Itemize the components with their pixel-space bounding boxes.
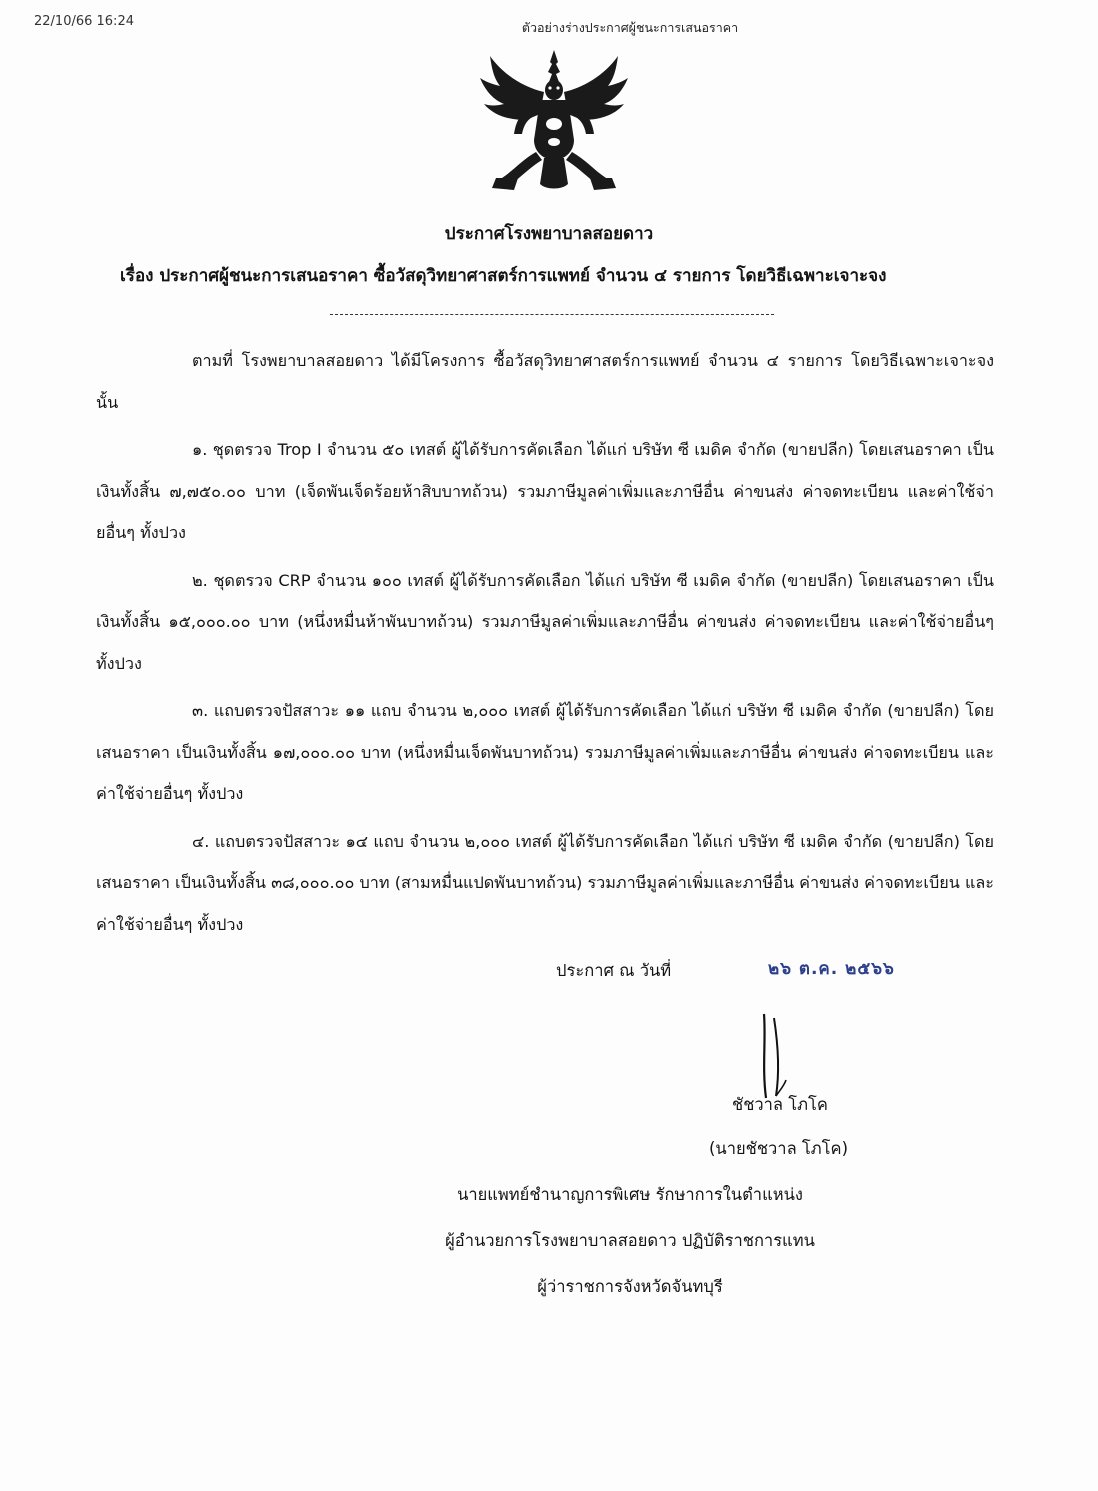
signatory-position: ผู้อำนวยการโรงพยาบาลสอยดาว ปฏิบัติราชการแทน: [445, 1231, 815, 1250]
signatory-position: ผู้ว่าราชการจังหวัดจันทบุรี: [537, 1277, 723, 1296]
handwritten-date: ๒๖ ต.ค. ๒๕๖๖: [768, 959, 895, 979]
item-paragraph: ๓. แถบตรวจปัสสาวะ ๑๑ แถบ จำนวน ๒,๐๐๐ เทสต์ ผู้ได้รับการคัดเลือก ได้แก่ บริษัท ซี เมดิค จำกัด (ขายปลีก) โดยเสนอราคา เป็นเงินทั้งสิ้น ๑๗,๐๐๐.๐๐ บาท (หนึ่งหมื่นเจ็ดพันบาทถ้วน) รวมภาษีมูลค่าเพิ่มและภาษีอื่น ค่าขนส่ง ค่าจดทะเบียน และค่าใช้จ่ายอื่นๆ ทั้งปวง: [96, 701, 994, 803]
signed-name: ชัชวาล โภโค: [732, 1095, 828, 1114]
draft-label: ตัวอย่างร่างประกาศผู้ชนะการเสนอราคา: [521, 20, 739, 35]
signatory-position: นายแพทย์ชำนาญการพิเศษ รักษาการในตำแหน่ง: [457, 1185, 803, 1204]
subject-line: เรื่อง ประกาศผู้ชนะการเสนอราคา ซื้อวัสดุวิทยาศาสตร์การแพทย์ จำนวน ๔ รายการ โดยวิธีเฉพาะเจาะจง: [120, 266, 887, 286]
item-paragraph: ๑. ชุดตรวจ Trop I จำนวน ๕๐ เทสต์ ผู้ได้รับการคัดเลือก ได้แก่ บริษัท ซี เมดิค จำกัด (ขายปลีก) โดยเสนอราคา เป็นเงินทั้งสิ้น ๗,๗๕๐.๐๐ บาท (เจ็ดพันเจ็ดร้อยห้าสิบบาทถ้วน) รวมภาษีมูลค่าเพิ่มและภาษีอื่น ค่าขนส่ง ค่าจดทะเบียน และค่าใช้จ่ายอื่นๆ ทั้งปวง: [96, 440, 994, 542]
print-timestamp: 22/10/66 16:24: [34, 14, 134, 29]
signatory-full-name: (นายชัชวาล โภโค): [709, 1139, 849, 1158]
item-paragraph: ๒. ชุดตรวจ CRP จำนวน ๑๐๐ เทสต์ ผู้ได้รับการคัดเลือก ได้แก่ บริษัท ซี เมดิค จำกัด (ขายปลีก) โดยเสนอราคา เป็นเงินทั้งสิ้น ๑๕,๐๐๐.๐๐ บาท (หนึ่งหมื่นห้าพันบาทถ้วน) รวมภาษีมูลค่าเพิ่มและภาษีอื่น ค่าขนส่ง ค่าจดทะเบียน และค่าใช้จ่ายอื่นๆ ทั้งปวง: [96, 570, 994, 673]
signature-mark: [740, 1010, 800, 1100]
item-paragraph: ๔. แถบตรวจปัสสาวะ ๑๔ แถบ จำนวน ๒,๐๐๐ เทสต์ ผู้ได้รับการคัดเลือก ได้แก่ บริษัท ซี เมดิค จำกัด (ขายปลีก) โดยเสนอราคา เป็นเงินทั้งสิ้น ๓๘,๐๐๐.๐๐ บาท (สามหมื่นแปดพันบาทถ้วน) รวมภาษีมูลค่าเพิ่มและภาษีอื่น ค่าขนส่ง ค่าจดทะเบียน และค่าใช้จ่ายอื่นๆ ทั้งปวง: [96, 831, 994, 934]
page-title: ประกาศโรงพยาบาลสอยดาว: [444, 224, 654, 244]
announce-date-label: ประกาศ ณ วันที่: [556, 961, 672, 980]
garuda-emblem-icon: [470, 48, 638, 198]
divider: [330, 314, 774, 315]
announcement-body: [96, 340, 994, 951]
intro-paragraph: ตามที่ โรงพยาบาลสอยดาว ได้มีโครงการ ซื้อวัสดุวิทยาศาสตร์การแพทย์ จำนวน ๔ รายการ โดยวิธีเฉพาะเจาะจง นั้น: [96, 351, 994, 412]
